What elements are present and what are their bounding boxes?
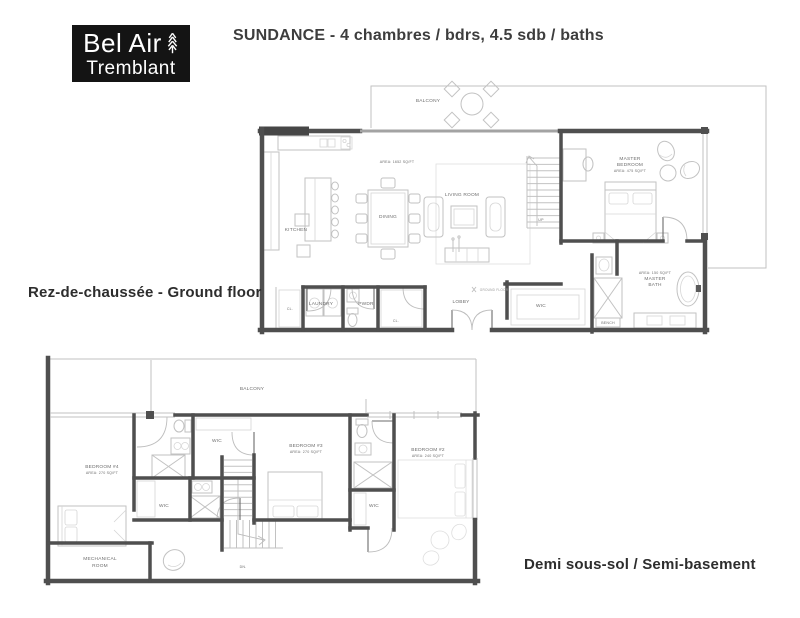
bs-label-mechanical-1: MECHANICAL: [83, 557, 117, 562]
gf-label-lobby: LOBBY: [452, 300, 470, 305]
gf-label-cl-right: CL.: [392, 319, 400, 323]
gf-label-pwdr: PWDR: [358, 302, 374, 307]
gf-laundry-powder: [276, 287, 422, 330]
gf-label-kitchen: KITCHEN: [284, 228, 308, 233]
bs-label-wic-top: WIC: [212, 439, 222, 444]
gf-label-floor-tag: GROUND FLOOR: [479, 288, 509, 292]
gf-label-master-area: AREA: 475 SQ/FT: [613, 169, 647, 173]
basement-plan: [46, 358, 478, 583]
gf-label-laundry: LAUNDRY: [308, 302, 334, 307]
gf-label-balcony: BALCONY: [415, 99, 441, 104]
gf-label-master-1: MASTER: [619, 157, 641, 162]
gf-desk: [563, 149, 593, 181]
bs-label-bedroom2-area: AREA: 240 SQ/FT: [411, 454, 445, 458]
gf-entry-doors: [452, 310, 492, 330]
gf-master-bath-fixtures: [594, 257, 701, 328]
caption-ground-floor: Rez-de-chaussée - Ground floor: [28, 284, 262, 301]
gf-label-area: AREA: 1652 SQ/FT: [379, 160, 415, 164]
gf-wic-shelving: [511, 289, 585, 325]
gf-floor-tag: [472, 287, 509, 292]
bs-label-bedroom4: BEDROOM #4: [85, 465, 119, 470]
compass-icon: [472, 287, 476, 292]
bs-bed4: [58, 506, 126, 546]
gf-bedroom-chairs: [655, 139, 703, 182]
gf-label-up: UP: [538, 218, 544, 222]
bs-label-bedroom3: BEDROOM #3: [289, 444, 323, 449]
gf-label-bench: BENCH: [601, 321, 615, 325]
gf-master-bed: [593, 182, 668, 243]
bs-wic1-shelf: [196, 418, 251, 430]
gf-label-wic: WIC: [536, 304, 546, 309]
caption-basement: Demi sous-sol / Semi-basement: [524, 556, 756, 573]
gf-label-bath-1: MASTER: [644, 277, 666, 282]
bs-label-dn: DN.: [239, 565, 247, 569]
gf-label-bath-2: BATH: [648, 283, 662, 288]
gf-label-master-2: BEDROOM: [616, 163, 644, 168]
bs-hall-chair: [159, 545, 188, 574]
bs-bed3: [268, 472, 322, 520]
gf-label-dining: DINING: [379, 215, 397, 220]
gf-label-cl-left: CL.: [286, 307, 294, 311]
bs-bath3-fixtures: [354, 419, 392, 525]
bs-label-mechanical-2: ROOM: [92, 564, 108, 569]
gf-living-area-outline: [436, 164, 530, 264]
gf-label-bath-area: AREA: 150 SQ/FT: [638, 271, 672, 275]
gf-kitchen-furniture: [263, 136, 352, 257]
bs-label-bedroom2: BEDROOM #2: [411, 448, 445, 453]
bs-label-balcony: BALCONY: [239, 387, 265, 392]
bs-bath2-fixtures: [137, 481, 220, 518]
bs-label-bedroom4-area: AREA: 270 SQ/FT: [85, 471, 119, 475]
bs-door-arcs: [137, 417, 394, 552]
bs-label-wic-left: WIC: [159, 504, 169, 509]
bs-label-wic-right: WIC: [369, 504, 379, 509]
bs-bedroom2-furniture: [398, 460, 472, 567]
bs-label-bedroom3-area: AREA: 270 SQ/FT: [289, 450, 323, 454]
logo-text-line2: Tremblant: [86, 57, 176, 79]
ground-floor-plan: [259, 81, 766, 332]
bs-bath1-fixtures: [152, 420, 191, 478]
logo-text-line1: Bel Air: [83, 27, 162, 58]
gf-label-living-room: LIVING ROOM: [444, 193, 480, 198]
page-title: SUNDANCE - 4 chambres / bdrs, 4.5 sdb / baths: [233, 27, 604, 44]
bs-balcony: [48, 359, 476, 413]
